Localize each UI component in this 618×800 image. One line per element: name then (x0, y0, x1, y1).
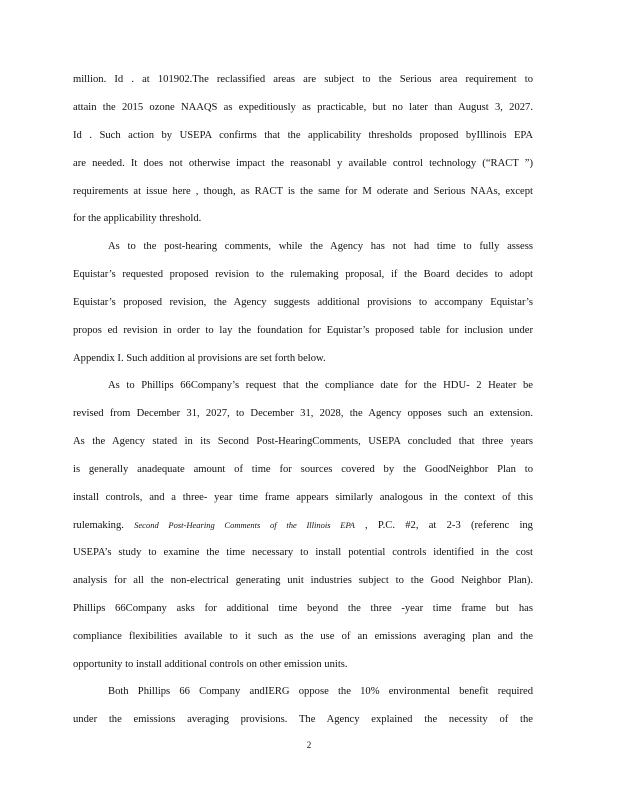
text-line: As the Agency stated in its Second Post-HearingComments, USEPA concluded that three years (73, 436, 533, 447)
citation-line (73, 518, 533, 533)
text-line: under the emissions averaging provisions. The Agency explained the necessity of the (73, 714, 533, 725)
text-line: attain the 2015 ozone NAAQS as expeditiously as practicable, but no later than August 3, 2027. (73, 102, 533, 113)
text-line: Equistar’s requested proposed revision to the rulemaking proposal, if the Board decides to adopt (73, 269, 533, 280)
paragraph-first-line: Both Phillips 66 Company andIERG oppose the 10% environmental benefit required (108, 686, 533, 697)
text-line: is generally anadequate amount of time for sources covered by the GoodNeighbor Plan to (73, 464, 533, 475)
text-line: compliance flexibilities available to it such as the use of an emissions averaging plan and the (73, 631, 533, 642)
text-line: revised from December 31, 2027, to December 31, 2028, the Agency opposes such an extension. (73, 408, 533, 419)
text-line: install controls, and a three- year time frame appears similarly analogous in the context of this (73, 492, 533, 503)
text-line: Id . Such action by USEPA confirms that the applicability thresholds proposed byIllinois EPA (73, 130, 533, 141)
text-line: million. Id . at 101902.The reclassified areas are subject to the Serious area requirement to (73, 74, 533, 85)
citation-reference: , P.C. #2, at 2-3 (referenc ing (365, 520, 533, 531)
text-line: analysis for all the non-electrical generating unit industries subject to the Good Neighbor Plan). (73, 575, 533, 586)
text-line: Phillips 66Company asks for additional time beyond the three -year time frame but has (73, 603, 533, 614)
text-line: USEPA’s study to examine the time necessary to install potential controls identified in the cost (73, 547, 533, 558)
citation-title: Second Post-Hearing Comments of the Illinois EPA (134, 520, 355, 530)
page-number: 2 (306, 740, 312, 750)
text-line: are needed. It does not otherwise impact the reasonabl y available control technology (“RACT ”) (73, 158, 533, 169)
paragraph-first-line: As to the post-hearing comments, while the Agency has not had time to fully assess (108, 241, 533, 252)
text-line: Appendix I. Such addition al provisions are set forth below. (73, 353, 326, 364)
paragraph-first-line: As to Phillips 66Company’s request that the compliance date for the HDU- 2 Heater be (108, 380, 533, 391)
text-line: propos ed revision in order to lay the foundation for Equistar’s proposed table for inclusion under (73, 325, 533, 336)
text-line: requirements at issue here , though, as RACT is the same for M oderate and Serious NAAs, except (73, 186, 533, 197)
text-line: opportunity to install additional controls on other emission units. (73, 659, 348, 670)
citation-lead: rulemaking. (73, 520, 124, 531)
text-line: for the applicability threshold. (73, 213, 202, 224)
text-line: Equistar’s proposed revision, the Agency suggests additional provisions to accompany Equistar’s (73, 297, 533, 308)
